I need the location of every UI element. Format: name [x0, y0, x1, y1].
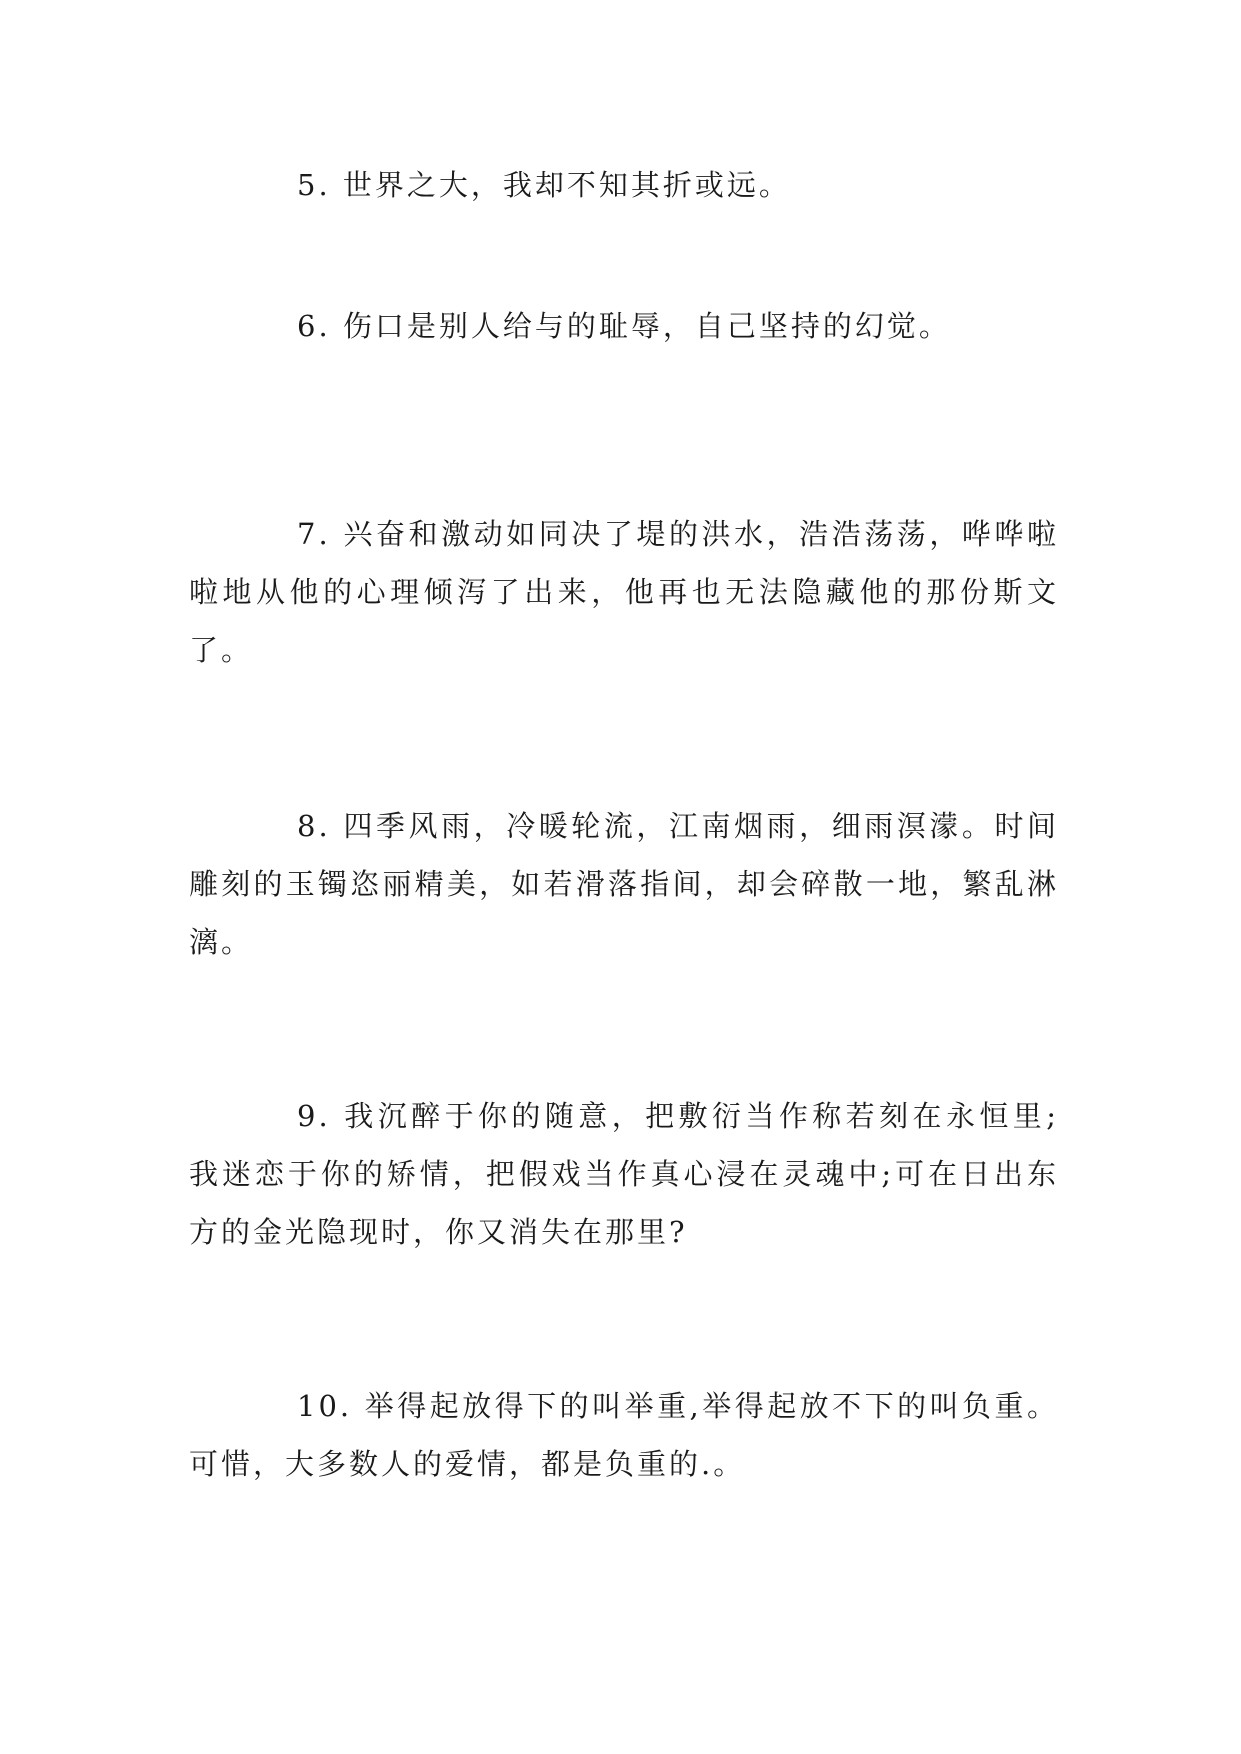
paragraph-item-7: 7. 兴奋和激动如同决了堤的洪水，浩浩荡荡，哗哗啦啦地从他的心理倾泻了出来，他再也无法隐藏他的那份斯文了。: [189, 517, 1059, 667]
paragraph-item-5: 5. 世界之大，我却不知其折或远。: [297, 168, 791, 202]
paragraph-item-6: 6. 伤口是别人给与的耻辱，自己坚持的幻觉。: [297, 309, 951, 343]
paragraph-item-9: 9. 我沉醉于你的随意，把敷衍当作称若刻在永恒里;我迷恋于你的矫情，把假戏当作真心浸在灵魂中;可在日出东方的金光隐现时，你又消失在那里?: [189, 1099, 1059, 1249]
paragraph-item-10: 10. 举得起放得下的叫举重,举得起放不下的叫负重。可惜，大多数人的爱情，都是负重的.。: [189, 1389, 1059, 1481]
paragraph-item-8: 8. 四季风雨，冷暖轮流，江南烟雨，细雨溟濛。时间雕刻的玉镯恣丽精美，如若滑落指间，却会碎散一地，繁乱淋漓。: [189, 809, 1059, 959]
